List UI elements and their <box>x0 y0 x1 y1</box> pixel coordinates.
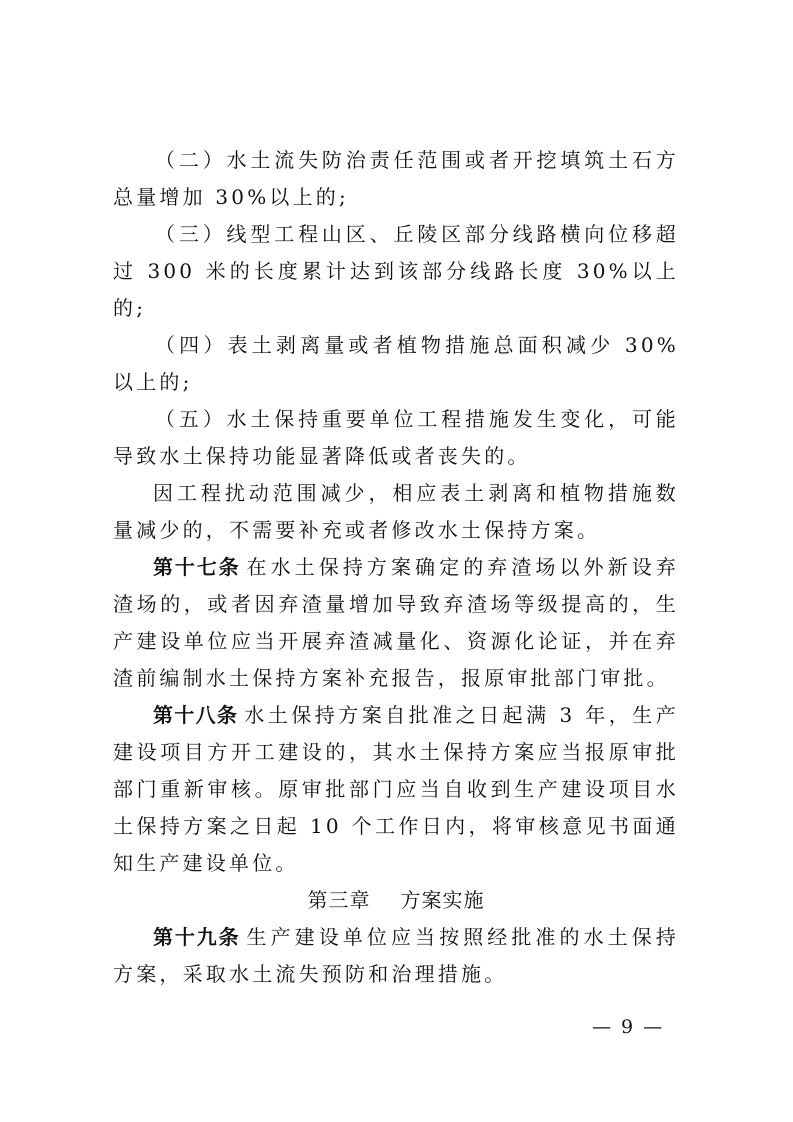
article-17 <box>113 549 679 697</box>
article-19 <box>113 919 679 993</box>
article-18-text: 水土保持方案自批准之日起满 3 年，生产建设项目方开工建设的，其水土保持方案应当报原审批部门重新审核。原审批部门应当自收到生产建设项目水土保持方案之日起 10 个工作日内，将审核意见书面通知生产建设单位。 <box>113 703 679 875</box>
chapter-number: 第三章 <box>307 888 371 912</box>
paragraph-reduction-note: 因工程扰动范围减少，相应表土剥离和植物措施数量减少的，不需要补充或者修改水土保持方案。 <box>113 481 679 542</box>
chapter-title: 方案实施 <box>400 888 485 912</box>
paragraph-item-5: （五）水土保持重要单位工程措施发生变化，可能导致水土保持功能显著降低或者丧失的。 <box>113 407 679 468</box>
article-17-text: 在水土保持方案确定的弃渣场以外新设弃渣场的，或者因弃渣量增加导致弃渣场等级提高的，生产建设单位应当开展弃渣减量化、资源化论证，并在弃渣前编制水土保持方案补充报告，报原审批部门审批。 <box>113 555 680 690</box>
paragraph-item-3: （三）线型工程山区、丘陵区部分线路横向位移超过 300 米的长度累计达到该部分线路长度 30%以上的; <box>113 222 679 320</box>
paragraph-item-4: （四）表土剥离量或者植物措施总面积减少 30%以上的; <box>113 333 679 394</box>
article-17-title: 第十七条 <box>153 555 241 579</box>
page-number: — 9 — <box>592 1016 665 1038</box>
article-19-text: 生产建设单位应当按照经批准的水土保持方案，采取水土流失预防和治理措施。 <box>113 925 680 986</box>
body-text <box>113 142 679 993</box>
article-18-title: 第十八条 <box>153 703 239 727</box>
paragraph-item-2: （二）水土流失防治责任范围或者开挖填筑土石方总量增加 30%以上的; <box>113 148 679 209</box>
chapter-heading <box>113 882 679 919</box>
article-18 <box>113 697 679 882</box>
article-19-title: 第十九条 <box>153 925 241 949</box>
